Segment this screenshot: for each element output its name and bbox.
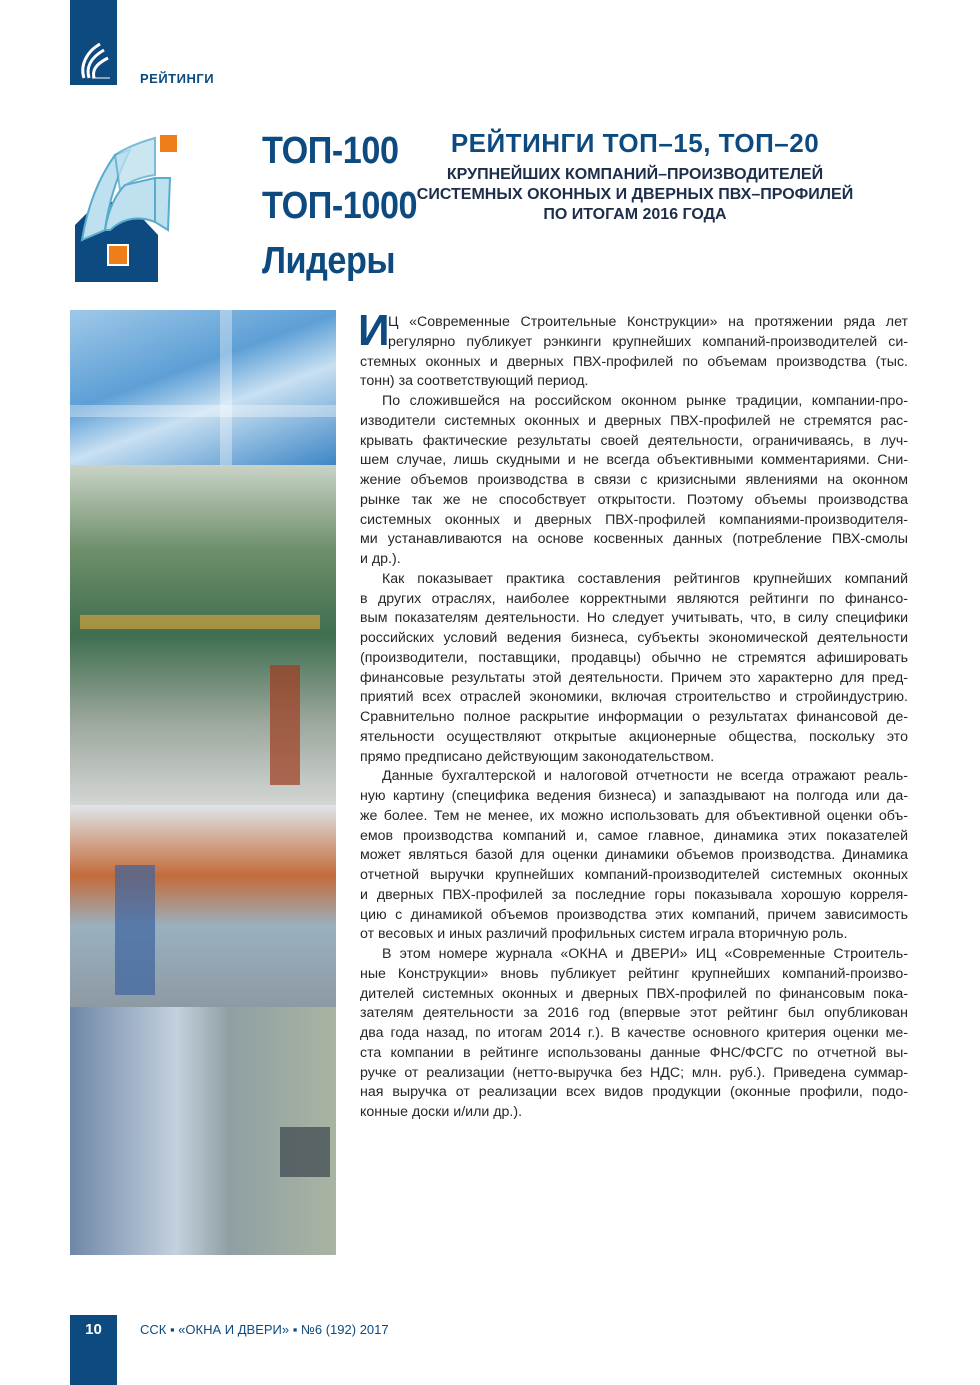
article-line: ручке от реализации (нетто-выручка без НДС; млн. руб.). Приведена суммар- <box>360 1064 908 1081</box>
article-line: (производители, поставщики, продавцы) обычно не стремятся афишировать <box>360 649 908 666</box>
logo-line-leaders: Лидеры <box>262 240 396 282</box>
photo-factory-worker <box>70 805 336 1007</box>
article-line: приятий всех отраслей экономики, включая строительство и стройиндустрию. <box>360 689 908 706</box>
house-windows-icon <box>70 130 190 285</box>
article-line: регулярно публикует рэнкинги крупнейших компаний-производителей си- <box>388 333 908 350</box>
section-label: РЕЙТИНГИ <box>140 71 215 86</box>
article-line: ятельности осуществляют открытые акционерные общества, поскольку это <box>360 728 908 745</box>
top-ratings-logo <box>70 130 418 285</box>
subtitle-line: СИСТЕМНЫХ ОКОННЫХ И ДВЕРНЫХ ПВХ–ПРОФИЛЕЙ <box>416 186 854 203</box>
article-line: По сложившейся на российском оконном рынке традиции, компании-про- <box>382 393 908 409</box>
article-line: изводители системных оконных и дверных ПВХ-профилей не стремятся рас- <box>360 412 908 429</box>
article-body <box>358 306 908 1123</box>
article-line: прямо предписано действующим законодательством. <box>360 748 715 765</box>
photo-testing-lab <box>70 1007 336 1255</box>
article-line: два года назад, по итогам 2014 г.). В качестве основного критерия оценки ме- <box>360 1025 908 1041</box>
drop-cap: И <box>358 306 390 355</box>
page-number: 10 <box>85 1321 102 1338</box>
article-line: системных оконных и дверных ПВХ-профилей компаниями-производителя- <box>360 511 908 528</box>
article-line: крывать фактические результаты своей деятельности, ограничиваясь, в луч- <box>360 432 908 449</box>
article-line: ную картину (специфика ведения бизнеса) и запаздывают на полгода или да- <box>360 788 908 804</box>
article-line: зателям деятельности за 2016 год (впервые этот рейтинг был опубликован <box>360 1005 908 1022</box>
article-line: может являться базой для оценки динамики объемов производства. Динамика <box>360 847 908 864</box>
article-line: шем случае, лишь скудными и не всегда объективными комментариями. Сни- <box>360 452 908 469</box>
article-line: и дверных ПВХ-профилей за последние горы показывала хорошую корреля- <box>360 886 908 903</box>
article-line: Сравнительно полное раскрытие информации о результатах финансовой де- <box>360 709 908 725</box>
page-number-box <box>70 1315 117 1385</box>
article-subtitle <box>380 165 890 225</box>
article-line: российских условий ведения бизнеса, субъекты экономической деятельности <box>360 630 908 646</box>
photo-extrusion-line <box>70 465 336 805</box>
article-line: стемных оконных и дверных ПВХ-профилей по объемам производства (тыс. <box>360 353 908 370</box>
article-line: отчетной выручки крупнейших компаний-производителей системных оконных <box>360 867 908 883</box>
article-line: и др.). <box>360 551 401 567</box>
article-line: Данные бухгалтерской и налоговой отчетности не всегда отражают реаль- <box>382 768 908 785</box>
article-line: цию с динамикой объемов производства этих компаний, причем зависимость <box>360 906 908 923</box>
article-line: емов производства компаний и, самое главное, динамика этих показателей <box>360 827 908 844</box>
article-line: В этом номере журнала «ОКНА и ДВЕРИ» ИЦ «Современные Строитель- <box>382 946 908 962</box>
footer-publication: ССК ▪ «ОКНА И ДВЕРИ» ▪ №6 (192) 2017 <box>140 1322 389 1337</box>
photo-window-frame <box>70 310 336 465</box>
publisher-logo-icon <box>78 38 110 80</box>
article-title-block <box>380 128 890 225</box>
article-line: ста компании в рейтинге использованы данные ФНС/ФСГС по отчетной вы- <box>360 1044 908 1061</box>
article-line: ные Конструкции» вновь публикует рейтинг крупнейших компаний-произво- <box>360 965 908 982</box>
article-line: конные доски и/или др.). <box>360 1104 523 1120</box>
subtitle-line: КРУПНЕЙШИХ КОМПАНИЙ–ПРОИЗВОДИТЕЛЕЙ <box>446 166 824 183</box>
header-bar <box>70 0 117 85</box>
logo-line-top100: ТОП-100 <box>262 130 399 172</box>
article-title: РЕЙТИНГИ ТОП–15, ТОП–20 <box>450 128 820 158</box>
article-line: от весовых и иных различий профильных систем играла вторичную роль. <box>360 926 848 943</box>
article-line: дителей системных оконных и дверных ПВХ-профилей по финансовым пока- <box>360 985 908 1002</box>
article-line: ми устанавливаются на основе косвенных данных (потребление ПВХ-смолы <box>360 531 908 548</box>
article-line: Ц «Современные Строительные Конструкции» на протяжении ряда лет <box>388 314 908 330</box>
article-line: жение объемов производства в связи с кризисными явлениями на оконном <box>360 472 908 488</box>
subtitle-line: ПО ИТОГАМ 2016 ГОДА <box>543 206 727 223</box>
article-line: финансовые результаты этой деятельности. Причем это характерно для пред- <box>360 669 908 686</box>
article-line: тонн) за соответствующий период. <box>360 373 589 390</box>
article-line: же более. Тем не менее, их можно использовать для объективной оценки объ- <box>360 807 908 824</box>
article-line: в других отраслях, наиболее корректными являются рейтинги по финансо- <box>360 590 908 607</box>
article-line: рынке так же не способствует открытости. Поэтому объемы производства <box>360 491 908 508</box>
article-line: вым показателям деятельности. Но следует учитывать, что, в силу специфики <box>360 610 908 627</box>
logo-line-top1000: ТОП-1000 <box>262 185 418 227</box>
article-line: ная выручка от реализации всех видов продукции (оконные профили, подо- <box>360 1084 908 1101</box>
article-line: Как показывает практика составления рейтингов крупнейших компаний <box>382 570 908 587</box>
